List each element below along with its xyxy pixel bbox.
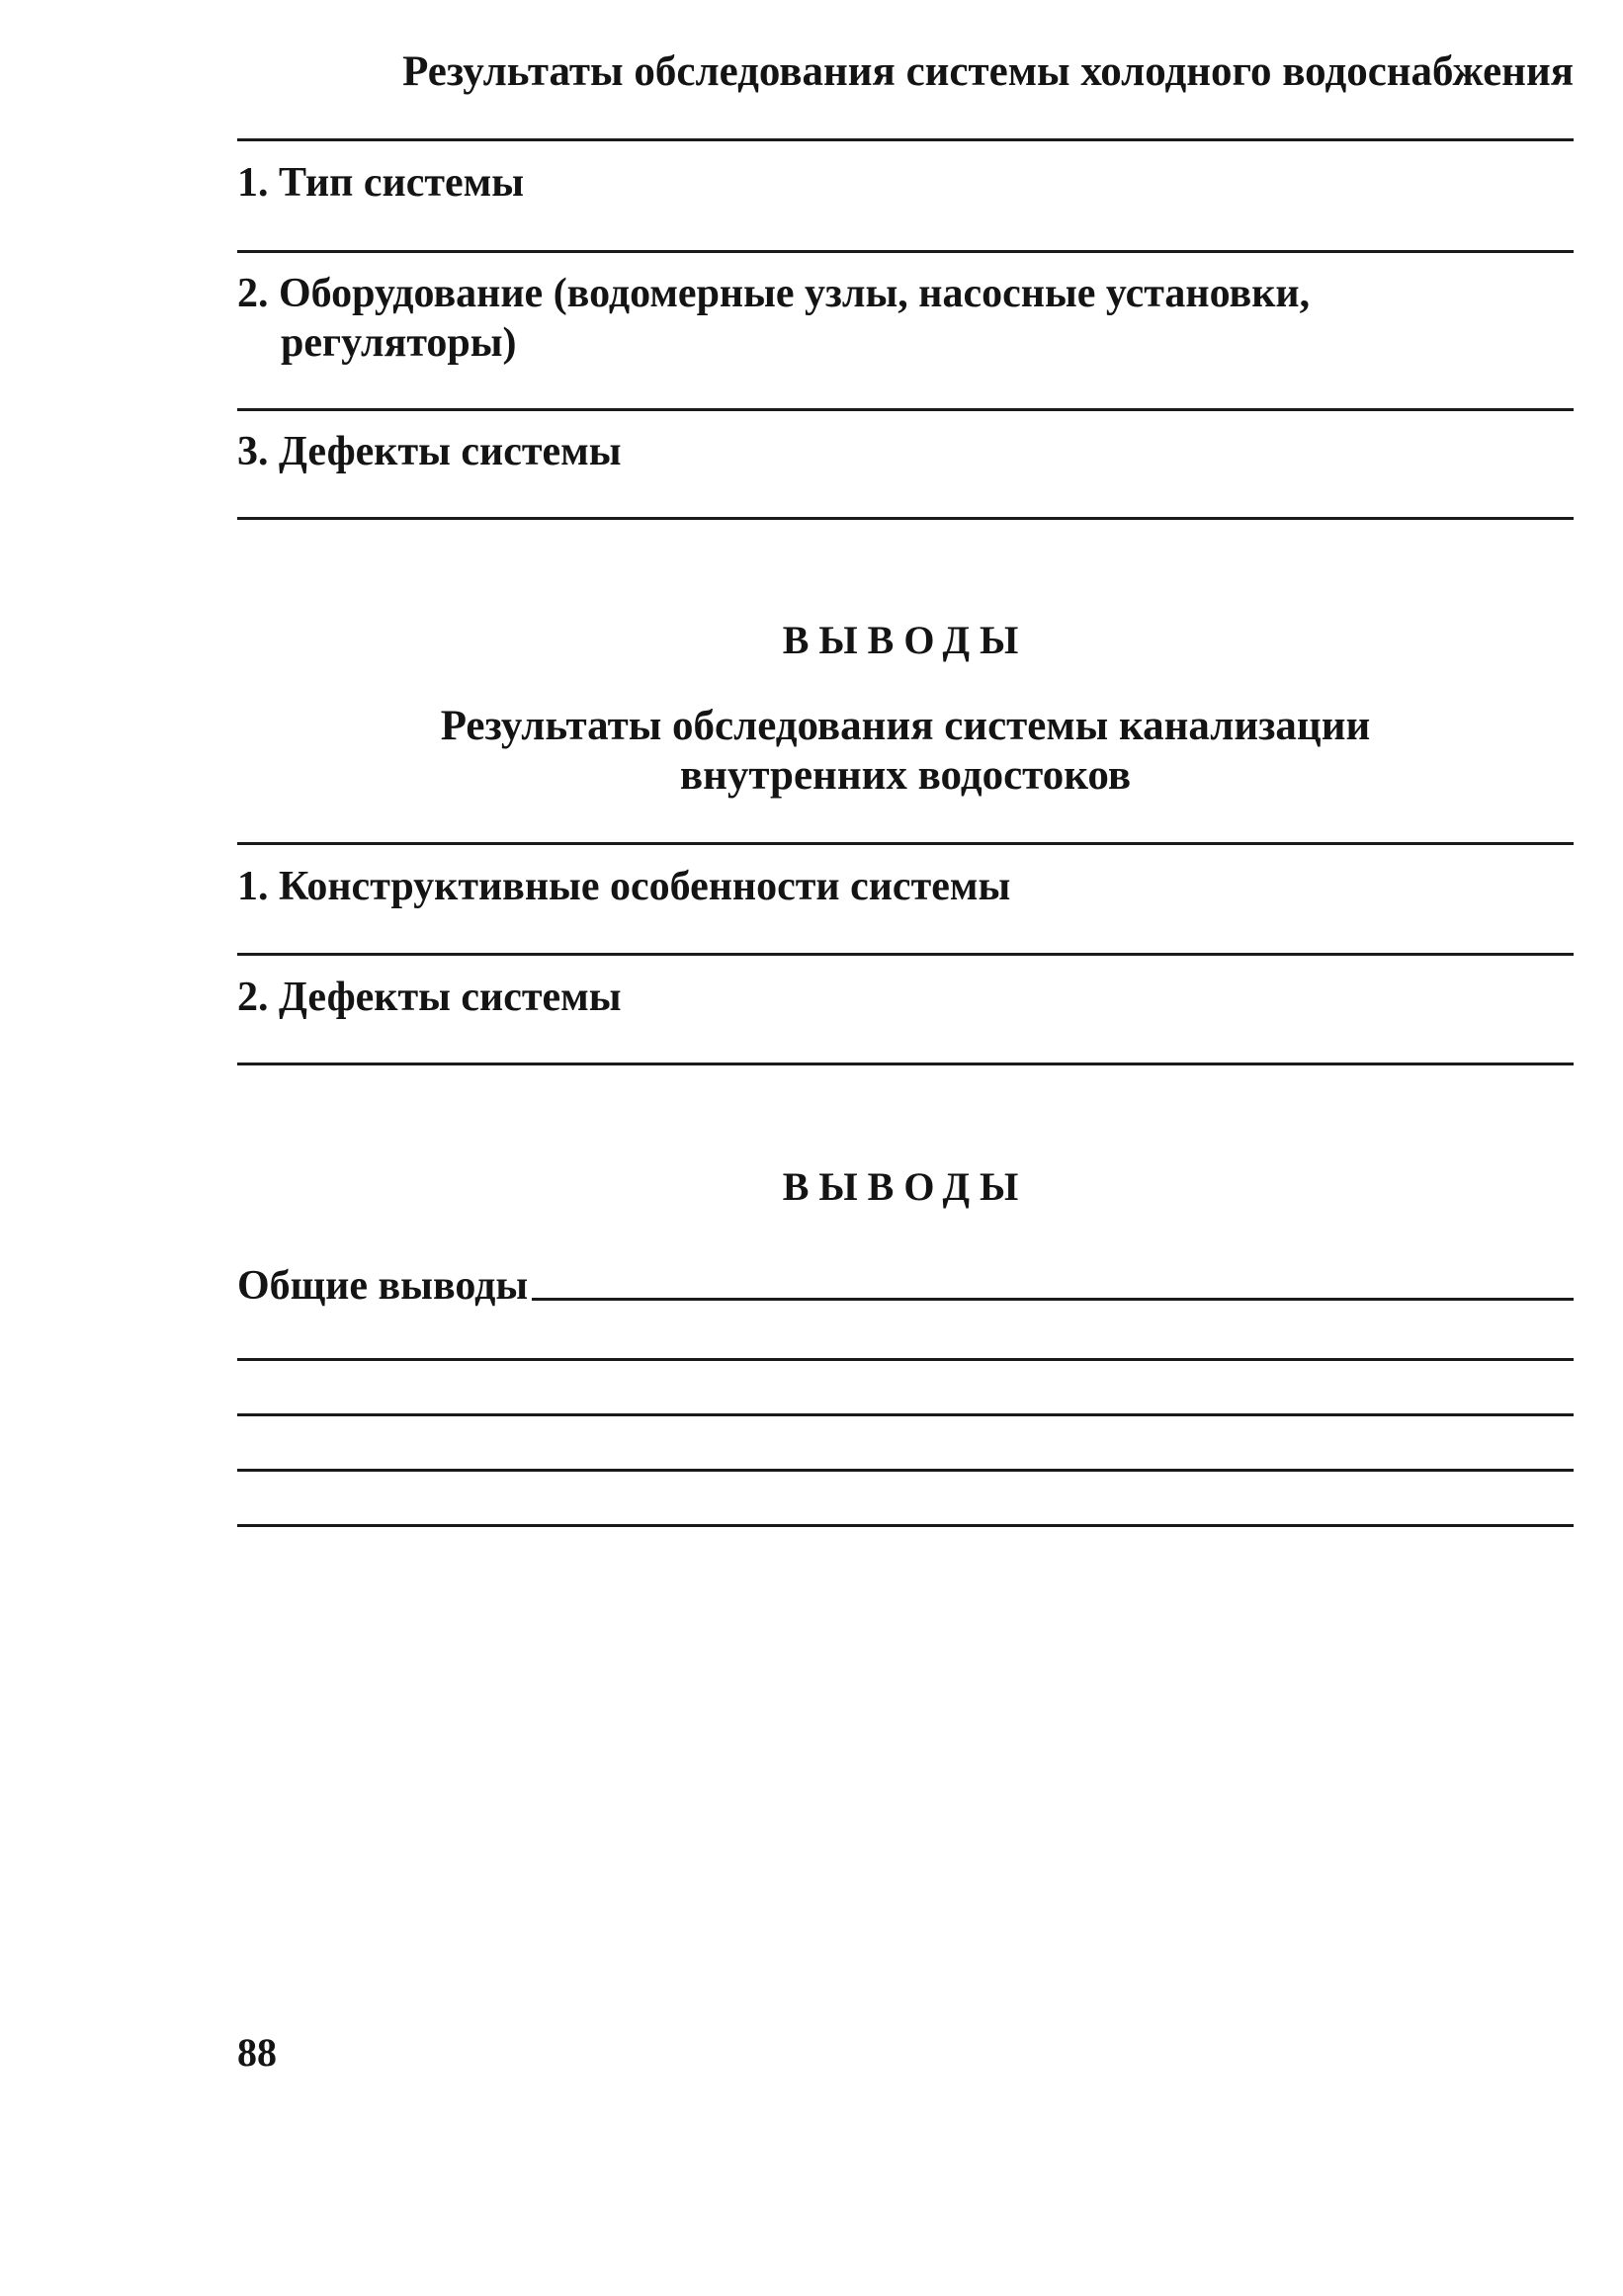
section2-title-line1: Результаты обследования системы канализации <box>440 703 1371 749</box>
blank-line <box>237 1413 1574 1416</box>
section1-item-system-type: 1. Тип системы <box>237 160 525 206</box>
blank-line <box>237 1358 1574 1361</box>
section1-conclusions-heading: ВЫВОДЫ <box>782 618 1029 662</box>
section2-item-design-features: 1. Конструктивные особенности системы <box>237 864 1011 909</box>
section1-item-equipment-line2: регуляторы) <box>281 320 517 366</box>
section1-item-defects: 3. Дефекты системы <box>237 429 622 474</box>
rule <box>237 842 1574 845</box>
page-number: 88 <box>237 2030 277 2075</box>
section2-item-defects: 2. Дефекты системы <box>237 975 622 1020</box>
general-conclusions-fill-line <box>532 1298 1574 1301</box>
blank-line <box>237 1524 1574 1527</box>
section1-title: Результаты обследования системы холодного водоснабжения <box>402 48 1574 95</box>
general-conclusions <box>237 1261 1574 1311</box>
section2-conclusions-heading: ВЫВОДЫ <box>782 1164 1029 1209</box>
section2-title-line2: внутренних водостоков <box>679 752 1132 799</box>
section1-item-equipment-line1: 2. Оборудование (водомерные узлы, насосные установки, <box>237 271 1311 316</box>
rule <box>237 953 1574 956</box>
rule <box>237 408 1574 411</box>
rule <box>237 138 1574 141</box>
general-conclusions-label: Общие выводы <box>237 1263 529 1309</box>
blank-line <box>237 1469 1574 1472</box>
section1-item-equipment <box>237 269 1310 368</box>
rule <box>237 250 1574 253</box>
rule <box>237 517 1574 520</box>
rule <box>237 1063 1574 1065</box>
